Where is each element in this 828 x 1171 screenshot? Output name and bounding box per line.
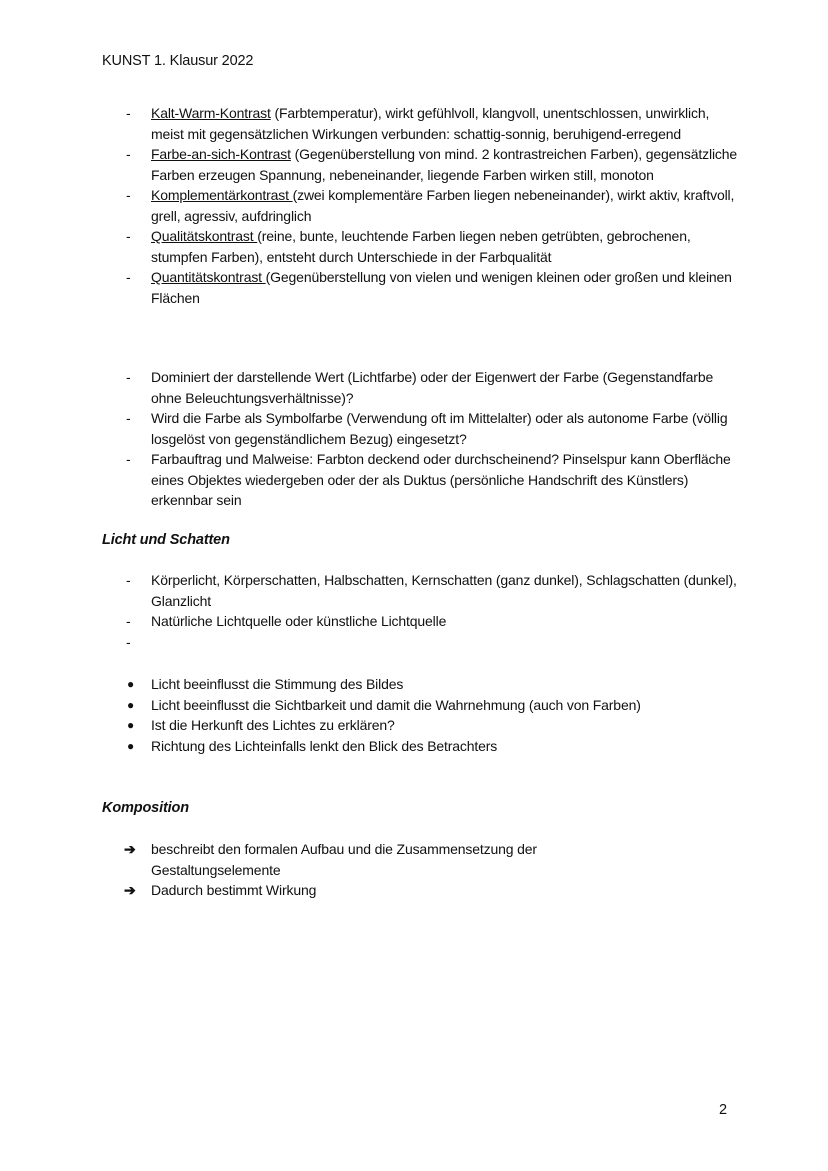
item-text: (Gegenüberstellung von vielen und wenigen kleinen oder großen und kleinen Flächen [151,269,732,306]
contrast-list [102,103,741,308]
list-item [102,449,741,511]
list-item [102,736,741,757]
item-text: Farbauftrag und Malweise: Farbton deckend oder durchscheinend? Pinselspur kann Oberfläche eines Objektes wiedergeben oder der als Duktus (persönliche Handschrift des Künstlers) erkennbar sein [151,451,731,508]
list-item [102,674,741,695]
color-question-list [102,367,741,511]
dash-marker: - [126,228,131,244]
bullet-icon: ● [127,718,135,732]
section-heading-light: Licht und Schatten [102,532,230,548]
arrow-right-icon: ➔ [124,882,136,898]
item-text: Körperlicht, Körperschatten, Halbschatten, Kernschatten (ganz dunkel), Schlagschatten (dunkel), Glanzlicht [151,572,737,609]
item-text: Licht beeinflusst die Stimmung des Bildes [151,676,404,692]
item-text: Natürliche Lichtquelle oder künstliche Lichtquelle [151,613,447,629]
composition-arrow-list [102,839,741,901]
list-item [102,570,741,611]
item-text: Ist die Herkunft des Lichtes zu erklären? [151,717,395,733]
list-item [102,367,741,408]
term: Quantitätskontrast [151,269,266,285]
term: Qualitätskontrast [151,228,258,244]
page-header: KUNST 1. Klausur 2022 [102,53,254,69]
item-text: (zwei komplementäre Farben liegen nebeneinander), wirkt aktiv, kraftvoll, grell, agressiv, aufdringlich [151,187,735,224]
list-item [102,267,741,308]
item-text: Licht beeinflusst die Sichtbarkeit und damit die Wahrnehmung (auch von Farben) [151,696,641,713]
item-text: Wird die Farbe als Symbolfarbe (Verwendung oft im Mittelalter) oder als autonome Farbe (völlig losgelöst von gegenständlichem Bezug) eingesetzt? [151,410,728,447]
section-heading-composition: Komposition [102,800,189,816]
page-number: 2 [719,1102,727,1118]
item-text: (Gegenüberstellung von mind. 2 kontrastreichen Farben), gegensätzliche Farben erzeugen Spannung, nebeneinander, liegende Farben wirken still, monoton [151,146,738,183]
dash-marker: - [126,269,131,285]
list-item [102,880,741,901]
dash-marker: - [126,572,131,588]
light-bullet-list [102,674,741,756]
list-item [102,632,741,653]
list-item [102,611,741,632]
bullet-icon: ● [127,697,135,712]
item-text: Dadurch bestimmt Wirkung [151,882,317,898]
list-item [102,408,741,449]
dash-marker: - [126,369,131,385]
term: Farbe-an-sich-Kontrast [151,146,291,162]
list-item [102,226,741,267]
term: Kalt-Warm-Kontrast [151,105,271,121]
item-text: beschreibt den formalen Aufbau und die Zusammensetzung der Gestaltungselemente [151,841,537,878]
item-text: Richtung des Lichteinfalls lenkt den Blick des Betrachters [151,737,498,754]
list-item [102,185,741,226]
item-text: (Farbtemperatur), wirkt gefühlvoll, klangvoll, unentschlossen, unwirklich, meist mit gegensätzlichen Wirkungen verbunden: schattig-sonnig, beruhigend-erregend [151,105,710,142]
term: Komplementärkontrast [151,187,293,203]
list-item [102,715,741,736]
list-item [102,103,741,144]
list-item [102,695,741,716]
dash-marker: - [126,187,131,203]
dash-marker: - [126,105,131,121]
list-item [102,144,741,185]
list-item [102,839,621,880]
dash-marker: - [126,633,131,650]
dash-marker: - [126,451,131,467]
item-text: Dominiert der darstellende Wert (Lichtfarbe) oder der Eigenwert der Farbe (Gegenstandfarbe ohne Beleuchtungsverhältnisse)? [151,369,714,406]
light-dash-list [102,570,741,652]
dash-marker: - [126,146,131,162]
item-text: (reine, bunte, leuchtende Farben liegen neben getrübten, gebrochenen, stumpfen Farben), entsteht durch Unterschiede in der Farbqualität [151,228,691,265]
arrow-right-icon: ➔ [124,841,136,857]
dash-marker: - [126,613,131,629]
dash-marker: - [126,410,131,426]
bullet-icon: ● [127,677,135,691]
bullet-icon: ● [127,738,135,753]
